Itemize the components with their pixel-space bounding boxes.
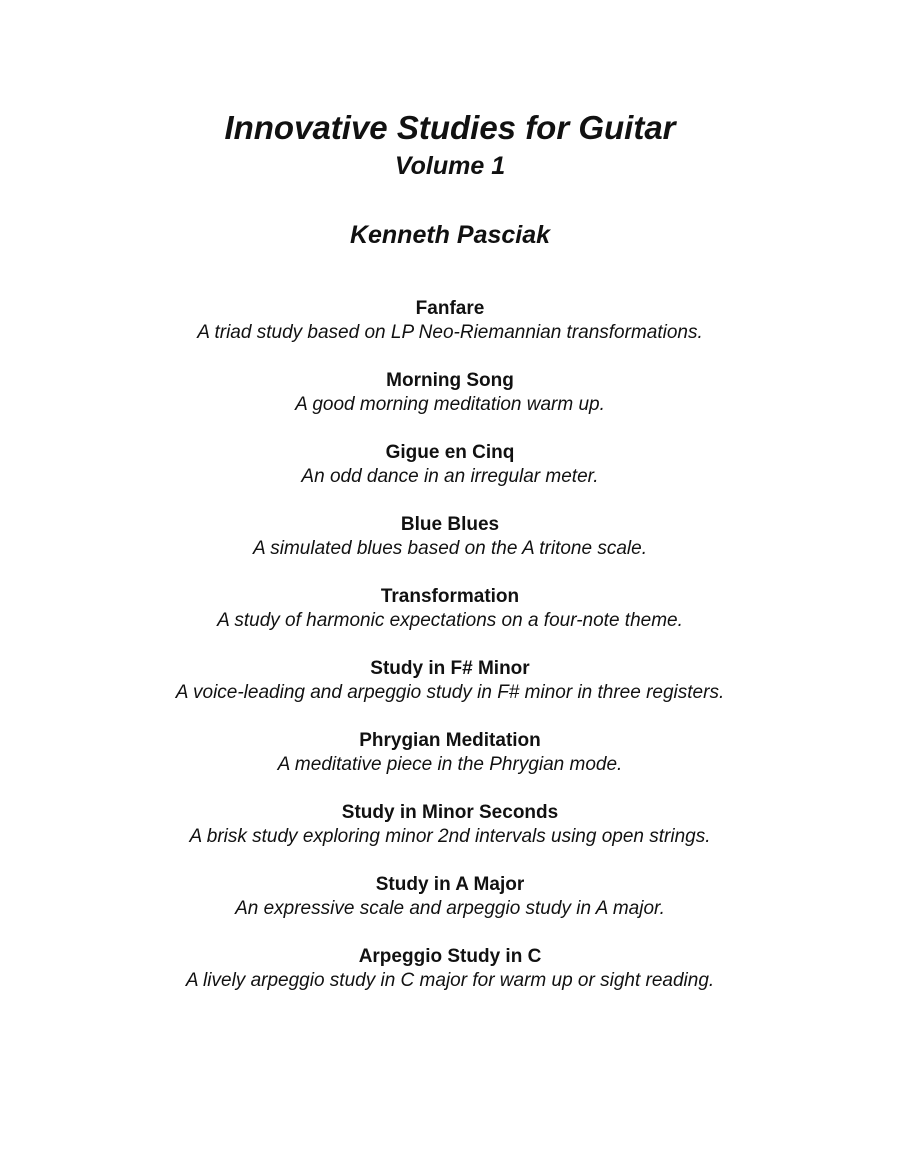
piece-item [0,369,900,441]
piece-item [0,513,900,585]
author-name: Kenneth Pasciak [349,221,551,249]
volume-subtitle: Volume 1 [394,152,506,180]
piece-item [0,801,900,873]
piece-title: Study in Minor Seconds [341,802,559,823]
piece-description: A study of harmonic expectations on a four-note theme. [217,610,683,631]
piece-title: Study in F# Minor [370,658,530,679]
piece-description: A triad study based on LP Neo-Riemannian transformations. [197,322,703,343]
piece-title: Arpeggio Study in C [358,946,542,967]
piece-item [0,873,900,945]
document-title: Innovative Studies for Guitar [224,109,676,146]
piece-description: A simulated blues based on the A tritone scale. [253,538,647,559]
piece-title: Phrygian Meditation [359,730,541,751]
piece-title: Transformation [380,586,520,607]
piece-item [0,657,900,729]
piece-item [0,441,900,513]
piece-title: Gigue en Cinq [385,442,515,463]
piece-item [0,297,900,369]
pieces-list [0,297,900,1017]
piece-title: Fanfare [415,298,485,319]
piece-description: A voice-leading and arpeggio study in F# minor in three registers. [175,682,725,703]
piece-title: Blue Blues [400,514,500,535]
piece-description: A lively arpeggio study in C major for warm up or sight reading. [185,970,715,991]
piece-title: Morning Song [386,370,514,391]
piece-item [0,729,900,801]
piece-description: A good morning meditation warm up. [295,394,605,415]
piece-title: Study in A Major [375,874,525,895]
piece-description: A brisk study exploring minor 2nd intervals using open strings. [189,826,711,847]
piece-description: An expressive scale and arpeggio study in A major. [235,898,665,919]
piece-item [0,945,900,1017]
piece-description: A meditative piece in the Phrygian mode. [277,754,623,775]
piece-item [0,585,900,657]
piece-description: An odd dance in an irregular meter. [301,466,599,487]
